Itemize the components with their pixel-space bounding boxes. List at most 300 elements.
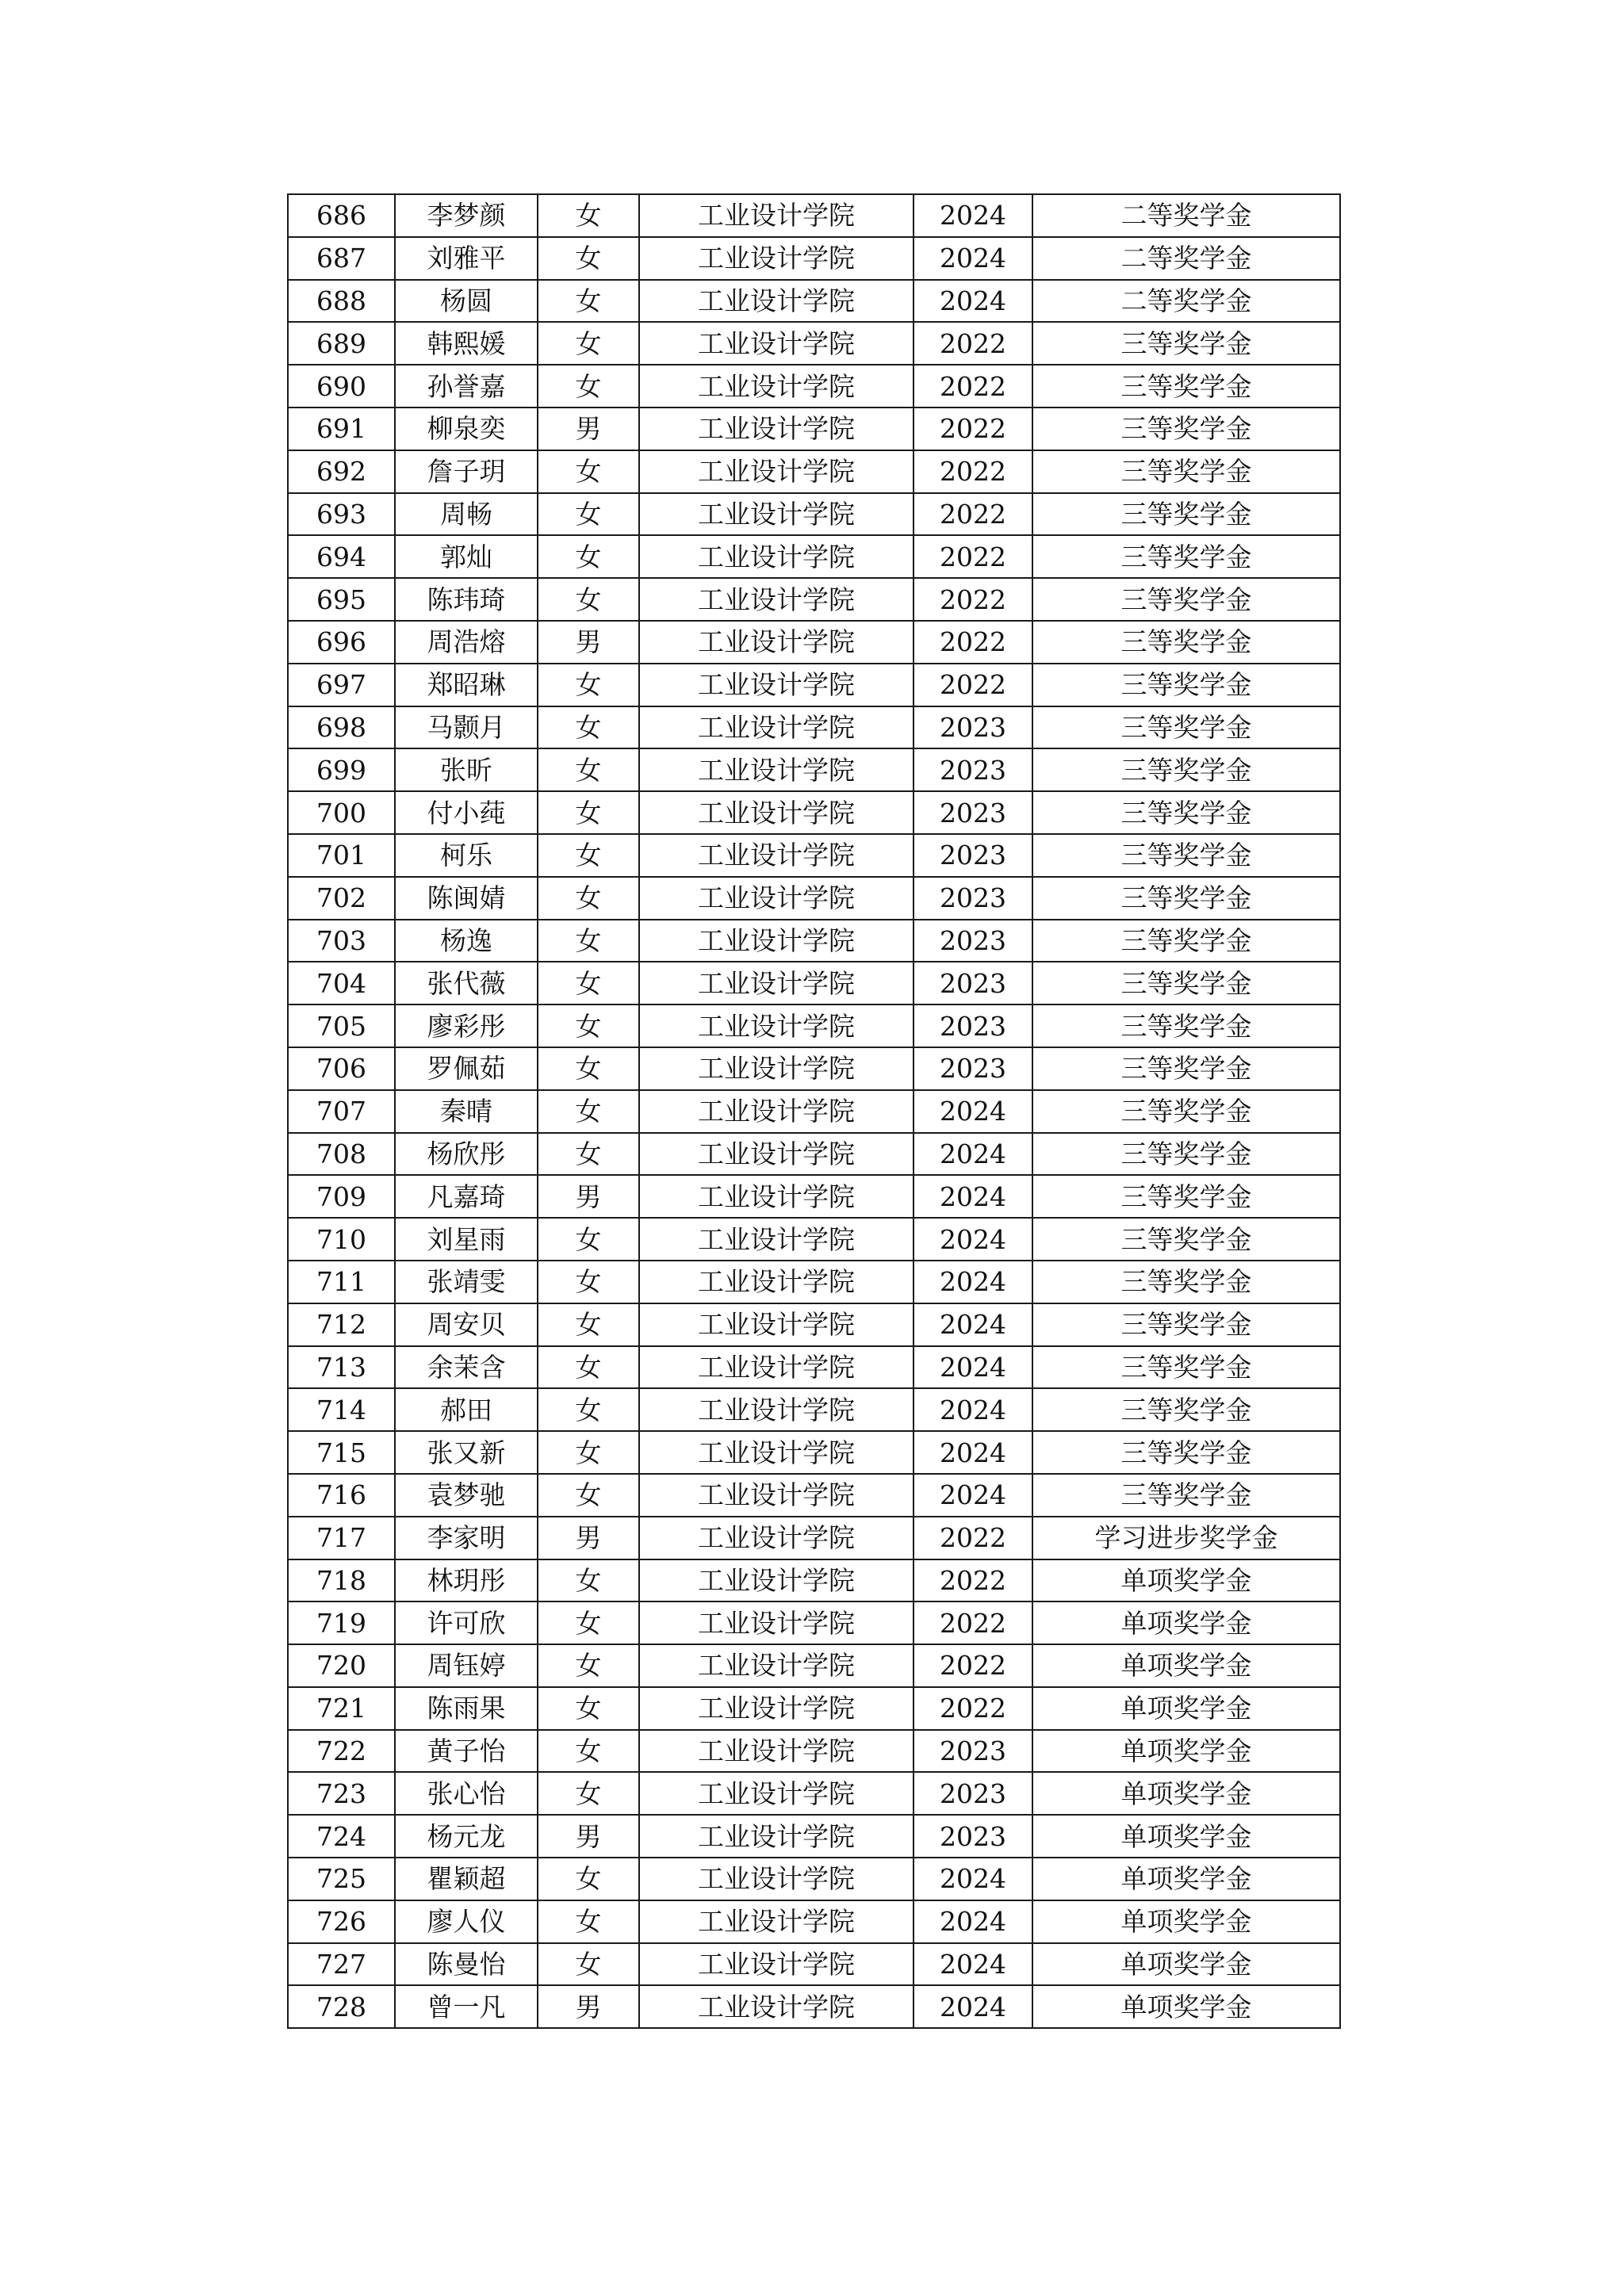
enrollment-year-cell: 2022 [914,1559,1032,1602]
student-name-cell: 杨欣彤 [395,1133,538,1176]
enrollment-year-cell: 2022 [914,365,1032,408]
award-type-cell: 三等奖学金 [1032,1218,1340,1261]
enrollment-year-cell: 2024 [914,1474,1032,1517]
student-name-cell: 周安贝 [395,1303,538,1346]
table-row [288,1261,1340,1303]
enrollment-year-cell: 2024 [914,237,1032,280]
enrollment-year-cell: 2023 [914,1047,1032,1090]
college-cell: 工业设计学院 [639,664,914,706]
college-cell: 工业设计学院 [639,535,914,578]
table-row [288,920,1340,962]
gender-cell: 女 [538,791,639,834]
student-name-cell: 刘星雨 [395,1218,538,1261]
college-cell: 工业设计学院 [639,1090,914,1133]
table-row [288,365,1340,408]
gender-cell: 女 [538,706,639,749]
student-name-cell: 罗佩茹 [395,1047,538,1090]
serial-number-cell: 698 [288,706,395,749]
award-type-cell: 三等奖学金 [1032,1047,1340,1090]
gender-cell: 女 [538,1431,639,1474]
student-name-cell: 郭灿 [395,535,538,578]
student-name-cell: 张昕 [395,748,538,791]
award-type-cell: 三等奖学金 [1032,664,1340,706]
serial-number-cell: 706 [288,1047,395,1090]
gender-cell: 女 [538,578,639,621]
table-row [288,1985,1340,2028]
serial-number-cell: 728 [288,1985,395,2028]
student-name-cell: 李家明 [395,1517,538,1559]
table-row [288,1303,1340,1346]
serial-number-cell: 701 [288,834,395,877]
table-row [288,1090,1340,1133]
serial-number-cell: 723 [288,1772,395,1815]
gender-cell: 女 [538,834,639,877]
table-row [288,1133,1340,1176]
table-row [288,1004,1340,1047]
gender-cell: 男 [538,621,639,664]
gender-cell: 女 [538,1474,639,1517]
award-type-cell: 三等奖学金 [1032,791,1340,834]
student-name-cell: 陈玮琦 [395,578,538,621]
student-name-cell: 秦晴 [395,1090,538,1133]
gender-cell: 女 [538,1261,639,1303]
serial-number-cell: 703 [288,920,395,962]
student-name-cell: 陈雨果 [395,1687,538,1730]
college-cell: 工业设计学院 [639,578,914,621]
award-type-cell: 三等奖学金 [1032,1133,1340,1176]
student-name-cell: 刘雅平 [395,237,538,280]
college-cell: 工业设计学院 [639,322,914,365]
student-name-cell: 詹子玥 [395,450,538,493]
college-cell: 工业设计学院 [639,1772,914,1815]
serial-number-cell: 725 [288,1858,395,1900]
student-name-cell: 张又新 [395,1431,538,1474]
award-type-cell: 单项奖学金 [1032,1644,1340,1687]
table-row [288,280,1340,323]
college-cell: 工业设计学院 [639,1346,914,1389]
student-name-cell: 余茉含 [395,1346,538,1389]
gender-cell: 女 [538,1047,639,1090]
gender-cell: 女 [538,450,639,493]
enrollment-year-cell: 2022 [914,578,1032,621]
gender-cell: 女 [538,1133,639,1176]
table-row [288,1858,1340,1900]
college-cell: 工业设计学院 [639,621,914,664]
student-name-cell: 陈曼怡 [395,1943,538,1986]
serial-number-cell: 713 [288,1346,395,1389]
award-type-cell: 三等奖学金 [1032,962,1340,1004]
gender-cell: 男 [538,1517,639,1559]
enrollment-year-cell: 2024 [914,1090,1032,1133]
college-cell: 工业设计学院 [639,408,914,450]
award-type-cell: 二等奖学金 [1032,237,1340,280]
student-name-cell: 廖彩彤 [395,1004,538,1047]
serial-number-cell: 692 [288,450,395,493]
student-name-cell: 李梦颜 [395,194,538,237]
college-cell: 工业设计学院 [639,1047,914,1090]
college-cell: 工业设计学院 [639,748,914,791]
gender-cell: 女 [538,1644,639,1687]
enrollment-year-cell: 2024 [914,1133,1032,1176]
table-body [288,194,1340,2028]
serial-number-cell: 724 [288,1815,395,1858]
serial-number-cell: 705 [288,1004,395,1047]
gender-cell: 女 [538,1303,639,1346]
award-type-cell: 二等奖学金 [1032,280,1340,323]
table-row [288,1772,1340,1815]
table-row [288,1474,1340,1517]
gender-cell: 女 [538,1730,639,1773]
serial-number-cell: 717 [288,1517,395,1559]
serial-number-cell: 712 [288,1303,395,1346]
serial-number-cell: 709 [288,1175,395,1218]
gender-cell: 男 [538,408,639,450]
gender-cell: 男 [538,1175,639,1218]
student-name-cell: 周浩熔 [395,621,538,664]
gender-cell: 女 [538,920,639,962]
table-row [288,322,1340,365]
enrollment-year-cell: 2022 [914,1517,1032,1559]
student-name-cell: 杨元龙 [395,1815,538,1858]
college-cell: 工业设计学院 [639,1388,914,1431]
college-cell: 工业设计学院 [639,237,914,280]
college-cell: 工业设计学院 [639,1687,914,1730]
serial-number-cell: 718 [288,1559,395,1602]
student-name-cell: 郑昭琳 [395,664,538,706]
serial-number-cell: 688 [288,280,395,323]
enrollment-year-cell: 2023 [914,791,1032,834]
table-row [288,962,1340,1004]
scholarship-list-table [287,193,1341,2029]
gender-cell: 女 [538,962,639,1004]
award-type-cell: 三等奖学金 [1032,1474,1340,1517]
enrollment-year-cell: 2023 [914,834,1032,877]
gender-cell: 女 [538,1601,639,1644]
table-row [288,791,1340,834]
enrollment-year-cell: 2022 [914,408,1032,450]
serial-number-cell: 686 [288,194,395,237]
enrollment-year-cell: 2024 [914,1900,1032,1943]
award-type-cell: 三等奖学金 [1032,365,1340,408]
college-cell: 工业设计学院 [639,877,914,920]
college-cell: 工业设计学院 [639,962,914,1004]
award-type-cell: 三等奖学金 [1032,621,1340,664]
table-row [288,1559,1340,1602]
table-row [288,493,1340,536]
gender-cell: 女 [538,1772,639,1815]
serial-number-cell: 722 [288,1730,395,1773]
serial-number-cell: 707 [288,1090,395,1133]
college-cell: 工业设计学院 [639,1644,914,1687]
enrollment-year-cell: 2023 [914,877,1032,920]
serial-number-cell: 714 [288,1388,395,1431]
gender-cell: 女 [538,237,639,280]
table-row [288,1601,1340,1644]
college-cell: 工业设计学院 [639,1218,914,1261]
serial-number-cell: 708 [288,1133,395,1176]
table-row [288,1815,1340,1858]
enrollment-year-cell: 2023 [914,706,1032,749]
gender-cell: 女 [538,1858,639,1900]
college-cell: 工业设计学院 [639,920,914,962]
serial-number-cell: 690 [288,365,395,408]
serial-number-cell: 702 [288,877,395,920]
serial-number-cell: 695 [288,578,395,621]
student-name-cell: 杨逸 [395,920,538,962]
award-type-cell: 三等奖学金 [1032,1175,1340,1218]
gender-cell: 女 [538,1004,639,1047]
student-name-cell: 林玥彤 [395,1559,538,1602]
student-name-cell: 杨圆 [395,280,538,323]
enrollment-year-cell: 2024 [914,1303,1032,1346]
award-type-cell: 单项奖学金 [1032,1772,1340,1815]
award-type-cell: 单项奖学金 [1032,1943,1340,1986]
award-type-cell: 三等奖学金 [1032,920,1340,962]
enrollment-year-cell: 2023 [914,1730,1032,1773]
serial-number-cell: 721 [288,1687,395,1730]
gender-cell: 男 [538,1815,639,1858]
college-cell: 工业设计学院 [639,1900,914,1943]
college-cell: 工业设计学院 [639,1943,914,1986]
serial-number-cell: 689 [288,322,395,365]
award-type-cell: 学习进步奖学金 [1032,1517,1340,1559]
award-type-cell: 三等奖学金 [1032,1346,1340,1389]
award-type-cell: 单项奖学金 [1032,1730,1340,1773]
table-row [288,1730,1340,1773]
student-name-cell: 马颢月 [395,706,538,749]
college-cell: 工业设计学院 [639,791,914,834]
serial-number-cell: 716 [288,1474,395,1517]
student-name-cell: 柯乐 [395,834,538,877]
table-row [288,578,1340,621]
award-type-cell: 三等奖学金 [1032,834,1340,877]
gender-cell: 女 [538,280,639,323]
serial-number-cell: 711 [288,1261,395,1303]
gender-cell: 女 [538,1943,639,1986]
award-type-cell: 单项奖学金 [1032,1687,1340,1730]
enrollment-year-cell: 2022 [914,664,1032,706]
table-row [288,194,1340,237]
award-type-cell: 单项奖学金 [1032,1900,1340,1943]
table-row [288,1047,1340,1090]
award-type-cell: 三等奖学金 [1032,1090,1340,1133]
award-type-cell: 三等奖学金 [1032,493,1340,536]
enrollment-year-cell: 2024 [914,1858,1032,1900]
award-type-cell: 单项奖学金 [1032,1815,1340,1858]
serial-number-cell: 726 [288,1900,395,1943]
serial-number-cell: 697 [288,664,395,706]
enrollment-year-cell: 2022 [914,493,1032,536]
college-cell: 工业设计学院 [639,1004,914,1047]
student-name-cell: 凡嘉琦 [395,1175,538,1218]
table-row [288,877,1340,920]
enrollment-year-cell: 2023 [914,1772,1032,1815]
student-name-cell: 孙誉嘉 [395,365,538,408]
table-row [288,748,1340,791]
enrollment-year-cell: 2024 [914,1261,1032,1303]
serial-number-cell: 720 [288,1644,395,1687]
college-cell: 工业设计学院 [639,450,914,493]
award-type-cell: 三等奖学金 [1032,578,1340,621]
student-name-cell: 韩熙媛 [395,322,538,365]
enrollment-year-cell: 2022 [914,621,1032,664]
student-name-cell: 周畅 [395,493,538,536]
student-name-cell: 廖人仪 [395,1900,538,1943]
award-type-cell: 三等奖学金 [1032,408,1340,450]
serial-number-cell: 719 [288,1601,395,1644]
award-type-cell: 单项奖学金 [1032,1858,1340,1900]
college-cell: 工业设计学院 [639,1559,914,1602]
student-name-cell: 黄子怡 [395,1730,538,1773]
enrollment-year-cell: 2024 [914,1218,1032,1261]
gender-cell: 女 [538,322,639,365]
enrollment-year-cell: 2022 [914,322,1032,365]
student-name-cell: 柳泉奕 [395,408,538,450]
serial-number-cell: 700 [288,791,395,834]
table-row [288,1517,1340,1559]
award-type-cell: 三等奖学金 [1032,1004,1340,1047]
table-row [288,1687,1340,1730]
table-row [288,1388,1340,1431]
student-name-cell: 张心怡 [395,1772,538,1815]
gender-cell: 女 [538,194,639,237]
student-name-cell: 张靖雯 [395,1261,538,1303]
college-cell: 工业设计学院 [639,834,914,877]
table-row [288,664,1340,706]
enrollment-year-cell: 2023 [914,1815,1032,1858]
college-cell: 工业设计学院 [639,194,914,237]
serial-number-cell: 699 [288,748,395,791]
college-cell: 工业设计学院 [639,493,914,536]
serial-number-cell: 710 [288,1218,395,1261]
enrollment-year-cell: 2023 [914,962,1032,1004]
award-type-cell: 三等奖学金 [1032,748,1340,791]
college-cell: 工业设计学院 [639,706,914,749]
gender-cell: 女 [538,493,639,536]
table-row [288,408,1340,450]
gender-cell: 女 [538,1388,639,1431]
serial-number-cell: 694 [288,535,395,578]
college-cell: 工业设计学院 [639,1133,914,1176]
award-type-cell: 三等奖学金 [1032,450,1340,493]
student-name-cell: 付小莼 [395,791,538,834]
table-row [288,535,1340,578]
college-cell: 工业设计学院 [639,1858,914,1900]
table-row [288,237,1340,280]
gender-cell: 女 [538,535,639,578]
student-name-cell: 周钰婷 [395,1644,538,1687]
award-type-cell: 三等奖学金 [1032,1303,1340,1346]
table-row [288,621,1340,664]
enrollment-year-cell: 2023 [914,748,1032,791]
gender-cell: 男 [538,1985,639,2028]
student-name-cell: 陈闽婧 [395,877,538,920]
award-type-cell: 单项奖学金 [1032,1985,1340,2028]
enrollment-year-cell: 2024 [914,1431,1032,1474]
student-name-cell: 袁梦驰 [395,1474,538,1517]
award-type-cell: 三等奖学金 [1032,1261,1340,1303]
enrollment-year-cell: 2022 [914,1644,1032,1687]
table-row [288,1644,1340,1687]
college-cell: 工业设计学院 [639,1517,914,1559]
serial-number-cell: 691 [288,408,395,450]
college-cell: 工业设计学院 [639,280,914,323]
table-row [288,834,1340,877]
award-type-cell: 单项奖学金 [1032,1601,1340,1644]
table-row [288,450,1340,493]
gender-cell: 女 [538,748,639,791]
enrollment-year-cell: 2024 [914,1985,1032,2028]
award-type-cell: 三等奖学金 [1032,1388,1340,1431]
college-cell: 工业设计学院 [639,1815,914,1858]
serial-number-cell: 696 [288,621,395,664]
enrollment-year-cell: 2023 [914,920,1032,962]
serial-number-cell: 704 [288,962,395,1004]
award-type-cell: 三等奖学金 [1032,535,1340,578]
college-cell: 工业设计学院 [639,1601,914,1644]
gender-cell: 女 [538,1090,639,1133]
enrollment-year-cell: 2024 [914,280,1032,323]
gender-cell: 女 [538,1559,639,1602]
college-cell: 工业设计学院 [639,1985,914,2028]
award-type-cell: 三等奖学金 [1032,322,1340,365]
college-cell: 工业设计学院 [639,1474,914,1517]
enrollment-year-cell: 2024 [914,194,1032,237]
table-row [288,1175,1340,1218]
award-type-cell: 三等奖学金 [1032,1431,1340,1474]
student-name-cell: 郝田 [395,1388,538,1431]
college-cell: 工业设计学院 [639,1431,914,1474]
award-type-cell: 二等奖学金 [1032,194,1340,237]
college-cell: 工业设计学院 [639,1261,914,1303]
enrollment-year-cell: 2022 [914,1687,1032,1730]
award-type-cell: 单项奖学金 [1032,1559,1340,1602]
table-row [288,1943,1340,1986]
college-cell: 工业设计学院 [639,1730,914,1773]
serial-number-cell: 687 [288,237,395,280]
college-cell: 工业设计学院 [639,365,914,408]
enrollment-year-cell: 2022 [914,1601,1032,1644]
gender-cell: 女 [538,664,639,706]
gender-cell: 女 [538,1687,639,1730]
college-cell: 工业设计学院 [639,1175,914,1218]
enrollment-year-cell: 2024 [914,1346,1032,1389]
serial-number-cell: 727 [288,1943,395,1986]
table-row [288,1431,1340,1474]
table-row [288,1218,1340,1261]
enrollment-year-cell: 2024 [914,1175,1032,1218]
gender-cell: 女 [538,1218,639,1261]
award-type-cell: 三等奖学金 [1032,706,1340,749]
college-cell: 工业设计学院 [639,1303,914,1346]
serial-number-cell: 693 [288,493,395,536]
enrollment-year-cell: 2024 [914,1943,1032,1986]
gender-cell: 女 [538,1900,639,1943]
enrollment-year-cell: 2022 [914,535,1032,578]
serial-number-cell: 715 [288,1431,395,1474]
award-type-cell: 三等奖学金 [1032,877,1340,920]
student-name-cell: 许可欣 [395,1601,538,1644]
enrollment-year-cell: 2022 [914,450,1032,493]
table-row [288,1900,1340,1943]
enrollment-year-cell: 2024 [914,1388,1032,1431]
table-row [288,1346,1340,1389]
student-name-cell: 张代薇 [395,962,538,1004]
gender-cell: 女 [538,1346,639,1389]
student-name-cell: 瞿颖超 [395,1858,538,1900]
gender-cell: 女 [538,365,639,408]
student-name-cell: 曾一凡 [395,1985,538,2028]
